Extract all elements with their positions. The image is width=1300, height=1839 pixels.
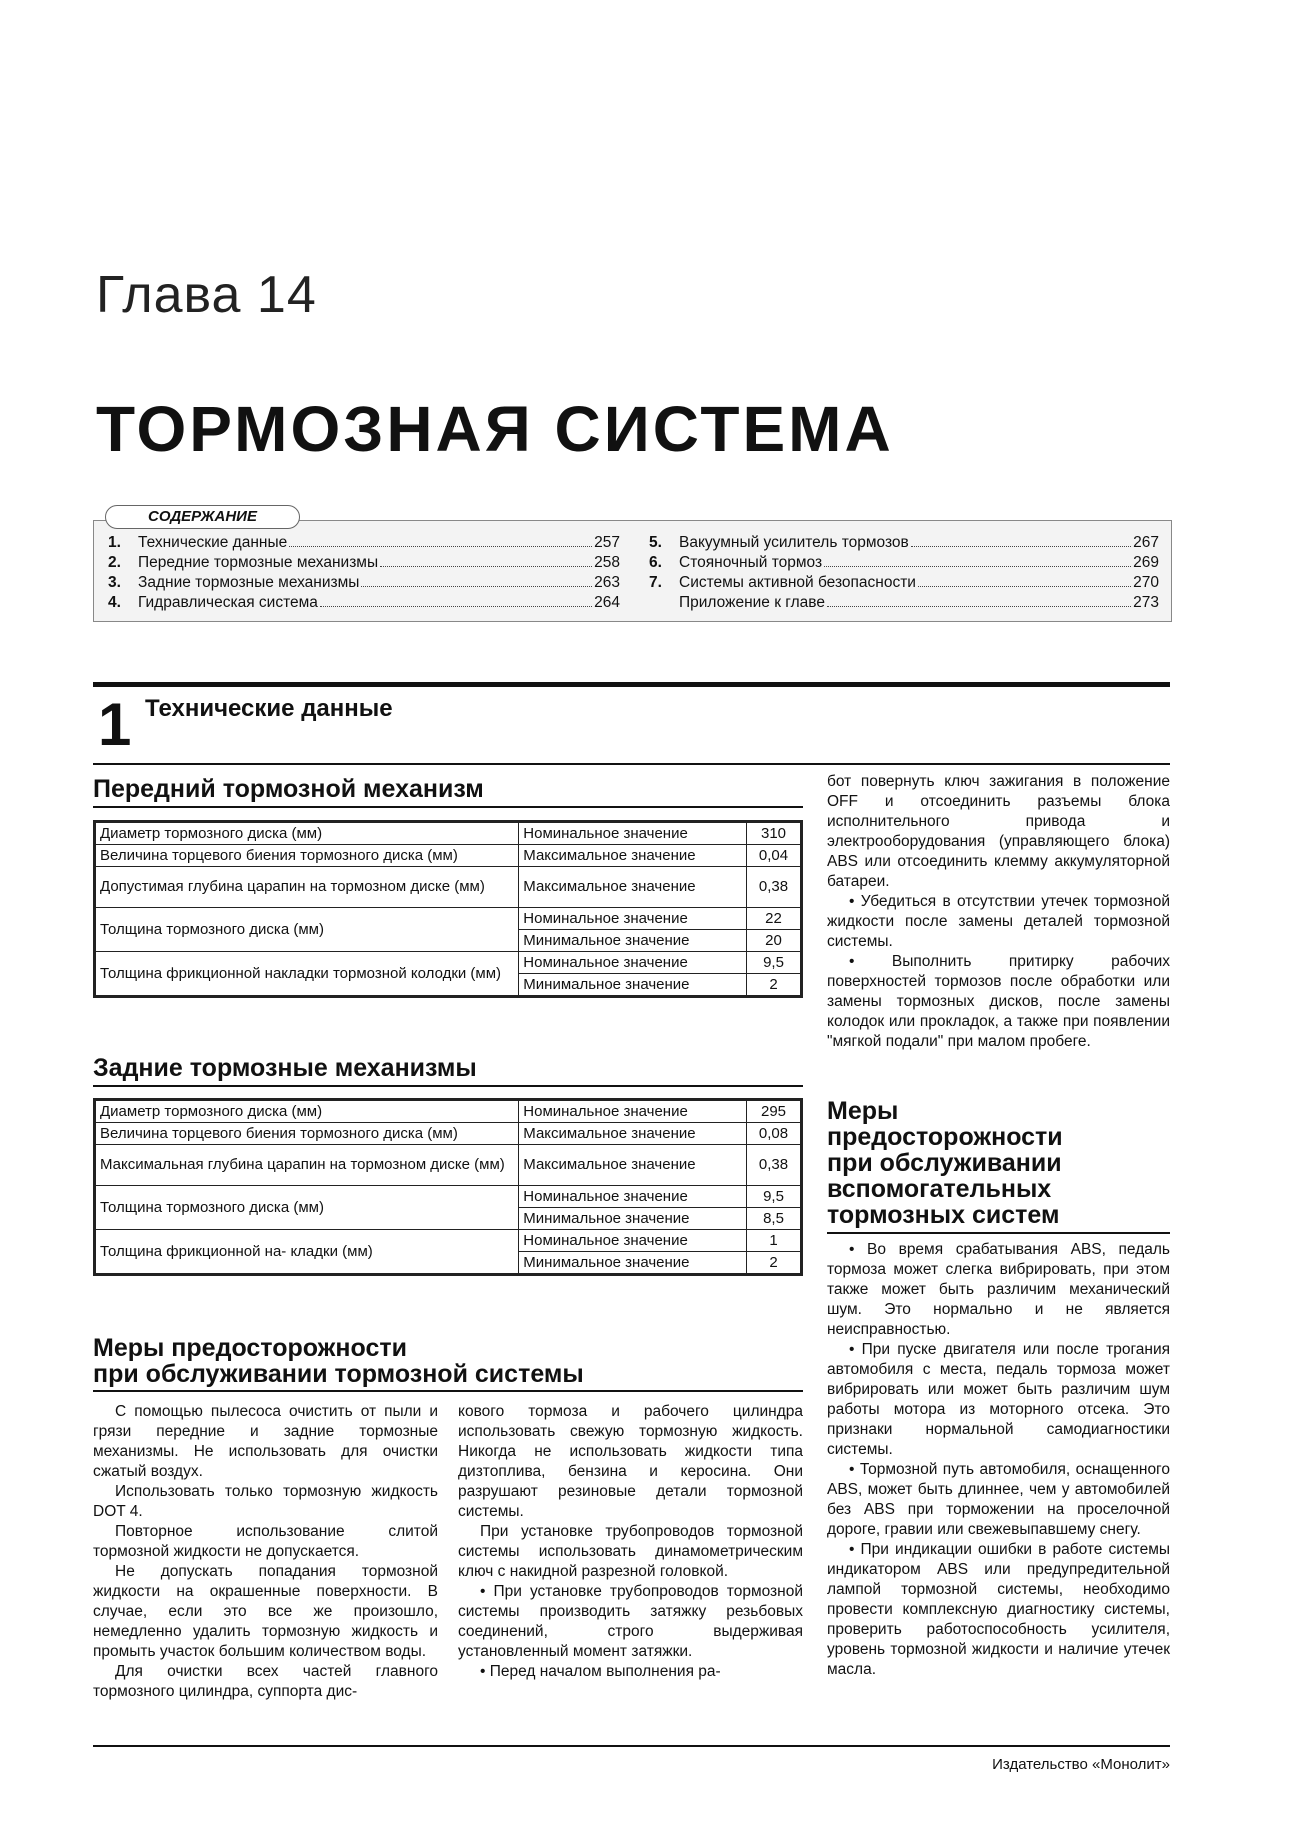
page-title: ТОРМОЗНАЯ СИСТЕМА xyxy=(96,393,894,465)
table-cell: 2 xyxy=(747,1252,801,1274)
table-cell: Максимальная глубина царапин на тормозном диске (мм) xyxy=(96,1145,519,1186)
text-block: 4. xyxy=(108,594,121,611)
precautions-heading-line2: при обслуживании тормозной системы xyxy=(93,1360,584,1388)
table-cell: 9,5 xyxy=(747,1186,801,1208)
table-row xyxy=(96,952,801,974)
text-block: • При установке трубопроводов тормозной системы производить затяжку резьбовых соединений, строго выдерживая установленный момент затяжки. xyxy=(458,1583,803,1660)
table-cell: 310 xyxy=(747,823,801,845)
text-block: 3. xyxy=(108,574,121,591)
table-cell: 20 xyxy=(747,930,801,952)
precautions-column-2 xyxy=(458,1402,803,1682)
text-block: 270 xyxy=(1133,574,1159,591)
text-block: 258 xyxy=(594,554,620,571)
text-block: 264 xyxy=(594,594,620,611)
section-bottom-rule xyxy=(93,763,1170,765)
front-brake-heading: Передний тормозной механизм xyxy=(93,775,484,803)
text-block: Системы активной безопасности xyxy=(679,574,916,591)
toc-item[interactable] xyxy=(108,534,620,554)
text-block: 2. xyxy=(108,554,121,571)
text-block: Повторное использование слитой тормозной жидкости не допускается. xyxy=(93,1523,438,1560)
text-block: • Во время срабатывания ABS, педаль тормоза может слегка вибрировать, при этом также может быть различим механический шум. Это нормально и не является неисправностью. xyxy=(827,1241,1170,1338)
text-block: • При пуске двигателя или после трогания автомобиля с места, педаль тормоза может вибрировать или может быть различим шум работы мотора из моторного отсека. Это признаки нормальной самодиагностики системы. xyxy=(827,1341,1170,1458)
table-cell: 1 xyxy=(747,1230,801,1252)
table-row xyxy=(96,1230,801,1252)
toc-item[interactable] xyxy=(108,574,620,594)
text-block: кового тормоза и рабочего цилиндра использовать свежую тормозную жидкость. Никогда не использовать жидкости типа дизтоплива, бензина и керосина. Они разрушают резиновые детали тормозной системы. xyxy=(458,1403,803,1520)
table-cell: Максимальное значение xyxy=(519,867,747,908)
table-cell: 0,38 xyxy=(747,1145,801,1186)
text-block: Не допускать попадания тормозной жидкости на окрашенные поверхности. В случае, если это все же произошло, немедленно удалить тормозную жидкость и промыть участок большим количеством воды. xyxy=(93,1563,438,1660)
aux-heading-rule xyxy=(827,1232,1170,1234)
text-block: Приложение к главе xyxy=(679,594,825,611)
section-top-rule xyxy=(93,682,1170,687)
table-row xyxy=(96,908,801,930)
text-block: Передние тормозные механизмы xyxy=(138,554,379,571)
text-block: • Перед началом выполнения ра- xyxy=(480,1663,721,1680)
table-cell: Номинальное значение xyxy=(519,1230,747,1252)
front-heading-rule xyxy=(93,806,803,808)
contents-left-column xyxy=(108,534,620,614)
chapter-label: Глава 14 xyxy=(96,266,317,324)
table-cell: 8,5 xyxy=(747,1208,801,1230)
text-block: 263 xyxy=(594,574,620,591)
text-block: 273 xyxy=(1133,594,1159,611)
table-cell: 295 xyxy=(747,1101,801,1123)
text-block: тормозных систем xyxy=(827,1201,1060,1229)
table-cell: Минимальное значение xyxy=(519,1208,747,1230)
table-row xyxy=(96,1123,801,1145)
table-cell: 0,04 xyxy=(747,845,801,867)
table-row xyxy=(96,1186,801,1208)
table-cell: Толщина фрикционной накладки тормозной колодки (мм) xyxy=(96,952,519,996)
table-cell: Величина торцевого биения тормозного диска (мм) xyxy=(96,1123,519,1145)
text-block: • Выполнить притирку рабочих поверхностей тормозов после обработки или замены тормозных дисков, после замены колодок или прокладок, а также при появлении "мягкой подали" при малом пробеге. xyxy=(827,953,1170,1050)
text-block: 7. xyxy=(649,574,662,591)
precautions-column-1 xyxy=(93,1402,438,1702)
rear-brake-heading: Задние тормозные механизмы xyxy=(93,1054,477,1082)
toc-item[interactable] xyxy=(108,554,620,574)
table-cell: Максимальное значение xyxy=(519,845,747,867)
table-cell: 22 xyxy=(747,908,801,930)
footer-rule xyxy=(93,1745,1170,1747)
table-row xyxy=(96,823,801,845)
table-cell: 0,38 xyxy=(747,867,801,908)
table-cell: 9,5 xyxy=(747,952,801,974)
table-cell: Диаметр тормозного диска (мм) xyxy=(96,823,519,845)
table-cell: Минимальное значение xyxy=(519,974,747,996)
table-cell: Величина торцевого биения тормозного диска (мм) xyxy=(96,845,519,867)
text-block: вспомогательных xyxy=(827,1175,1052,1203)
text-block: Для очистки всех частей главного тормозного цилиндра, суппорта дис- xyxy=(93,1663,438,1700)
table-cell: Толщина тормозного диска (мм) xyxy=(96,908,519,952)
text-block: 269 xyxy=(1133,554,1159,571)
text-block: 6. xyxy=(649,554,662,571)
text-block: Использовать только тормозную жидкость DOT 4. xyxy=(93,1483,438,1520)
text-block: бот повернуть ключ зажигания в положение OFF и отсоединить разъемы блока исполнительного привода и электрооборудования (управляющего блока) ABS или отсоединить клемму аккумуляторной батареи. xyxy=(827,773,1170,890)
table-cell: Толщина фрикционной на- кладки (мм) xyxy=(96,1230,519,1274)
toc-item[interactable] xyxy=(108,594,620,614)
publisher-footer: Издательство «Монолит» xyxy=(992,1756,1170,1773)
front-spec-table xyxy=(95,822,801,996)
text-block: Меры xyxy=(827,1097,899,1125)
table-cell: 2 xyxy=(747,974,801,996)
text-block: При установке трубопроводов тормозной системы использовать динамометрическим ключ с накидной разрезной головкой. xyxy=(458,1523,803,1580)
table-cell: Номинальное значение xyxy=(519,952,747,974)
toc-item[interactable] xyxy=(649,594,1159,614)
table-cell: Номинальное значение xyxy=(519,1101,747,1123)
precautions-heading-rule xyxy=(93,1390,803,1392)
text-block: 1. xyxy=(108,534,121,551)
table-cell: Допустимая глубина царапин на тормозном диске (мм) xyxy=(96,867,519,908)
toc-item[interactable] xyxy=(649,574,1159,594)
rear-heading-rule xyxy=(93,1085,803,1087)
toc-item[interactable] xyxy=(649,554,1159,574)
precautions-heading-line1: Меры предосторожности xyxy=(93,1334,407,1362)
rear-spec-table xyxy=(95,1100,801,1274)
table-cell: Номинальное значение xyxy=(519,823,747,845)
table-row xyxy=(96,1145,801,1186)
text-block: • Убедиться в отсутствии утечек тормозной жидкости после замены деталей тормозной системы. xyxy=(827,893,1170,950)
right-column-bottom xyxy=(827,1240,1170,1680)
text-block: Гидравлическая система xyxy=(138,594,318,611)
text-block: • Тормозной путь автомобиля, оснащенного ABS, может быть длиннее, чем у автомобилей без ABS при торможении на проселочной дороге, гравии или свежевыпавшему снегу. xyxy=(827,1461,1170,1538)
table-cell: 0,08 xyxy=(747,1123,801,1145)
text-block: Технические данные xyxy=(138,534,288,551)
right-column-top xyxy=(827,772,1170,1052)
text-block: 5. xyxy=(649,534,662,551)
table-row xyxy=(96,867,801,908)
aux-precautions-heading xyxy=(827,1098,1063,1228)
text-block: Стояночный тормоз xyxy=(679,554,823,571)
toc-item[interactable] xyxy=(649,534,1159,554)
text-block: 257 xyxy=(594,534,620,551)
text-block: Вакуумный усилитель тормозов xyxy=(679,534,909,551)
text-block: • При индикации ошибки в работе системы индикатором ABS или предупредительной лампой тормозной системы, необходимо провести комплексную диагностику системы, проверить работоспособность усилителя, уровень тормозной жидкости и наличие утечек масла. xyxy=(827,1541,1170,1678)
table-cell: Толщина тормозного диска (мм) xyxy=(96,1186,519,1230)
contents-label: СОДЕРЖАНИЕ xyxy=(105,505,300,529)
text-block: С помощью пылесоса очистить от пыли и грязи передние и задние тормозные механизмы. Не использовать для очистки сжатый воздух. xyxy=(93,1403,438,1480)
section-title: Технические данные xyxy=(145,695,393,722)
text-block: предосторожности xyxy=(827,1123,1063,1151)
table-row xyxy=(96,845,801,867)
section-number: 1 xyxy=(98,691,132,758)
contents-right-column xyxy=(649,534,1159,614)
table-cell: Минимальное значение xyxy=(519,1252,747,1274)
table-cell: Номинальное значение xyxy=(519,1186,747,1208)
table-cell: Максимальное значение xyxy=(519,1123,747,1145)
text-block: при обслуживании xyxy=(827,1149,1062,1177)
text-block: 267 xyxy=(1133,534,1159,551)
table-cell: Максимальное значение xyxy=(519,1145,747,1186)
contents-box xyxy=(93,520,1172,622)
table-row xyxy=(96,1101,801,1123)
table-cell: Минимальное значение xyxy=(519,930,747,952)
text-block: Задние тормозные механизмы xyxy=(138,574,360,591)
table-cell: Номинальное значение xyxy=(519,908,747,930)
table-cell: Диаметр тормозного диска (мм) xyxy=(96,1101,519,1123)
